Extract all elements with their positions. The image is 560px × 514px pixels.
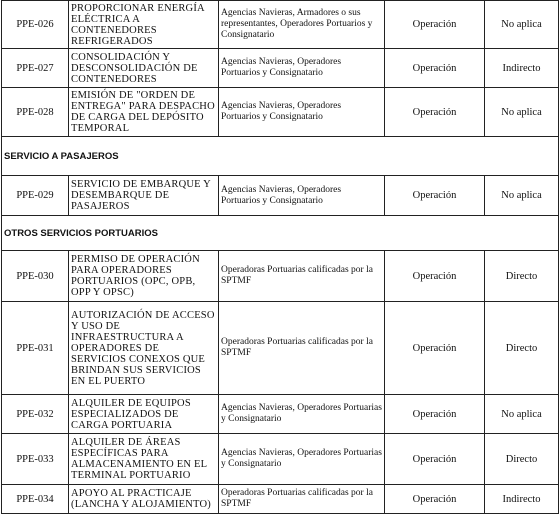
service-code: PPE-027 [2,49,69,88]
service-type: Operación [385,1,485,49]
service-description: APOYO AL PRACTICAJE (LANCHA Y ALOJAMIENTO) [69,485,219,514]
section-title: OTROS SERVICIOS PORTUARIOS [2,216,559,251]
table-row [2,395,559,434]
applicability: Indirecto [485,485,559,514]
service-users: Operadoras Portuarias calificadas por la SPTMF [219,302,385,395]
service-users: Agencias Navieras, Operadores Portuarios y Consignatario [219,49,385,88]
service-code: PPE-029 [2,176,69,216]
service-code: PPE-028 [2,88,69,137]
service-code: PPE-034 [2,485,69,514]
section-title: SERVICIO A PASAJEROS [2,137,559,176]
service-code: PPE-031 [2,302,69,395]
service-description: SERVICIO DE EMBARQUE Y DESEMBARQUE DE PASAJEROS [69,176,219,216]
table-row [2,251,559,302]
table-row [2,434,559,485]
service-description: CONSOLIDACIÓN Y DESCONSOLIDACIÓN DE CONTENEDORES [69,49,219,88]
applicability: No aplica [485,176,559,216]
service-users: Agencias Navieras, Operadores Portuarios y Consignatario [219,176,385,216]
applicability: Directo [485,434,559,485]
service-users: Operadoras Portuarias calificadas por la SPTMF [219,485,385,514]
applicability: No aplica [485,1,559,49]
service-type: Operación [385,302,485,395]
table-row [2,88,559,137]
service-description: ALQUILER DE EQUIPOS ESPECIALIZADOS DE CARGA PORTUARIA [69,395,219,434]
port-services-table [1,0,559,514]
service-type: Operación [385,176,485,216]
section-header-row [2,137,559,176]
service-type: Operación [385,49,485,88]
section-header-row [2,216,559,251]
service-description: PROPORCIONAR ENERGÍA ELÉCTRICA A CONTENEDORES REFRIGERADOS [69,1,219,49]
service-code: PPE-033 [2,434,69,485]
applicability: No aplica [485,88,559,137]
applicability: Indirecto [485,49,559,88]
service-type: Operación [385,434,485,485]
table-row [2,302,559,395]
service-type: Operación [385,88,485,137]
table-row [2,49,559,88]
table-row [2,176,559,216]
applicability: Directo [485,251,559,302]
service-users: Agencias Navieras, Operadores Portuarias y Consignatario [219,434,385,485]
table-row [2,485,559,514]
port-services-table-body [2,1,559,514]
service-users: Agencias Navieras, Operadores Portuarias y Consignatario [219,395,385,434]
service-users: Agencias Navieras, Armadores o sus representantes, Operadores Portuarios y Consignatario [219,1,385,49]
service-description: EMISIÓN DE "ORDEN DE ENTREGA" PARA DESPACHO DE CARGA DEL DEPÓSITO TEMPORAL [69,88,219,137]
table-row [2,1,559,49]
service-description: PERMISO DE OPERACIÓN PARA OPERADORES PORTUARIOS (OPC, OPB, OPP Y OPSC) [69,251,219,302]
service-code: PPE-032 [2,395,69,434]
service-description: AUTORIZACIÓN DE ACCESO Y USO DE INFRAESTRUCTURA A OPERADORES DE SERVICIOS CONEXOS QUE BRINDAN SUS SERVICIOS EN EL PUERTO [69,302,219,395]
service-code: PPE-026 [2,1,69,49]
applicability: No aplica [485,395,559,434]
service-type: Operación [385,251,485,302]
service-description: ALQUILER DE ÁREAS ESPECÍFICAS PARA ALMACENAMIENTO EN EL TERMINAL PORTUARIO [69,434,219,485]
service-users: Operadoras Portuarias calificadas por la SPTMF [219,251,385,302]
service-users: Agencias Navieras, Operadores Portuarios y Consignatario [219,88,385,137]
service-type: Operación [385,485,485,514]
service-type: Operación [385,395,485,434]
applicability: Directo [485,302,559,395]
service-code: PPE-030 [2,251,69,302]
